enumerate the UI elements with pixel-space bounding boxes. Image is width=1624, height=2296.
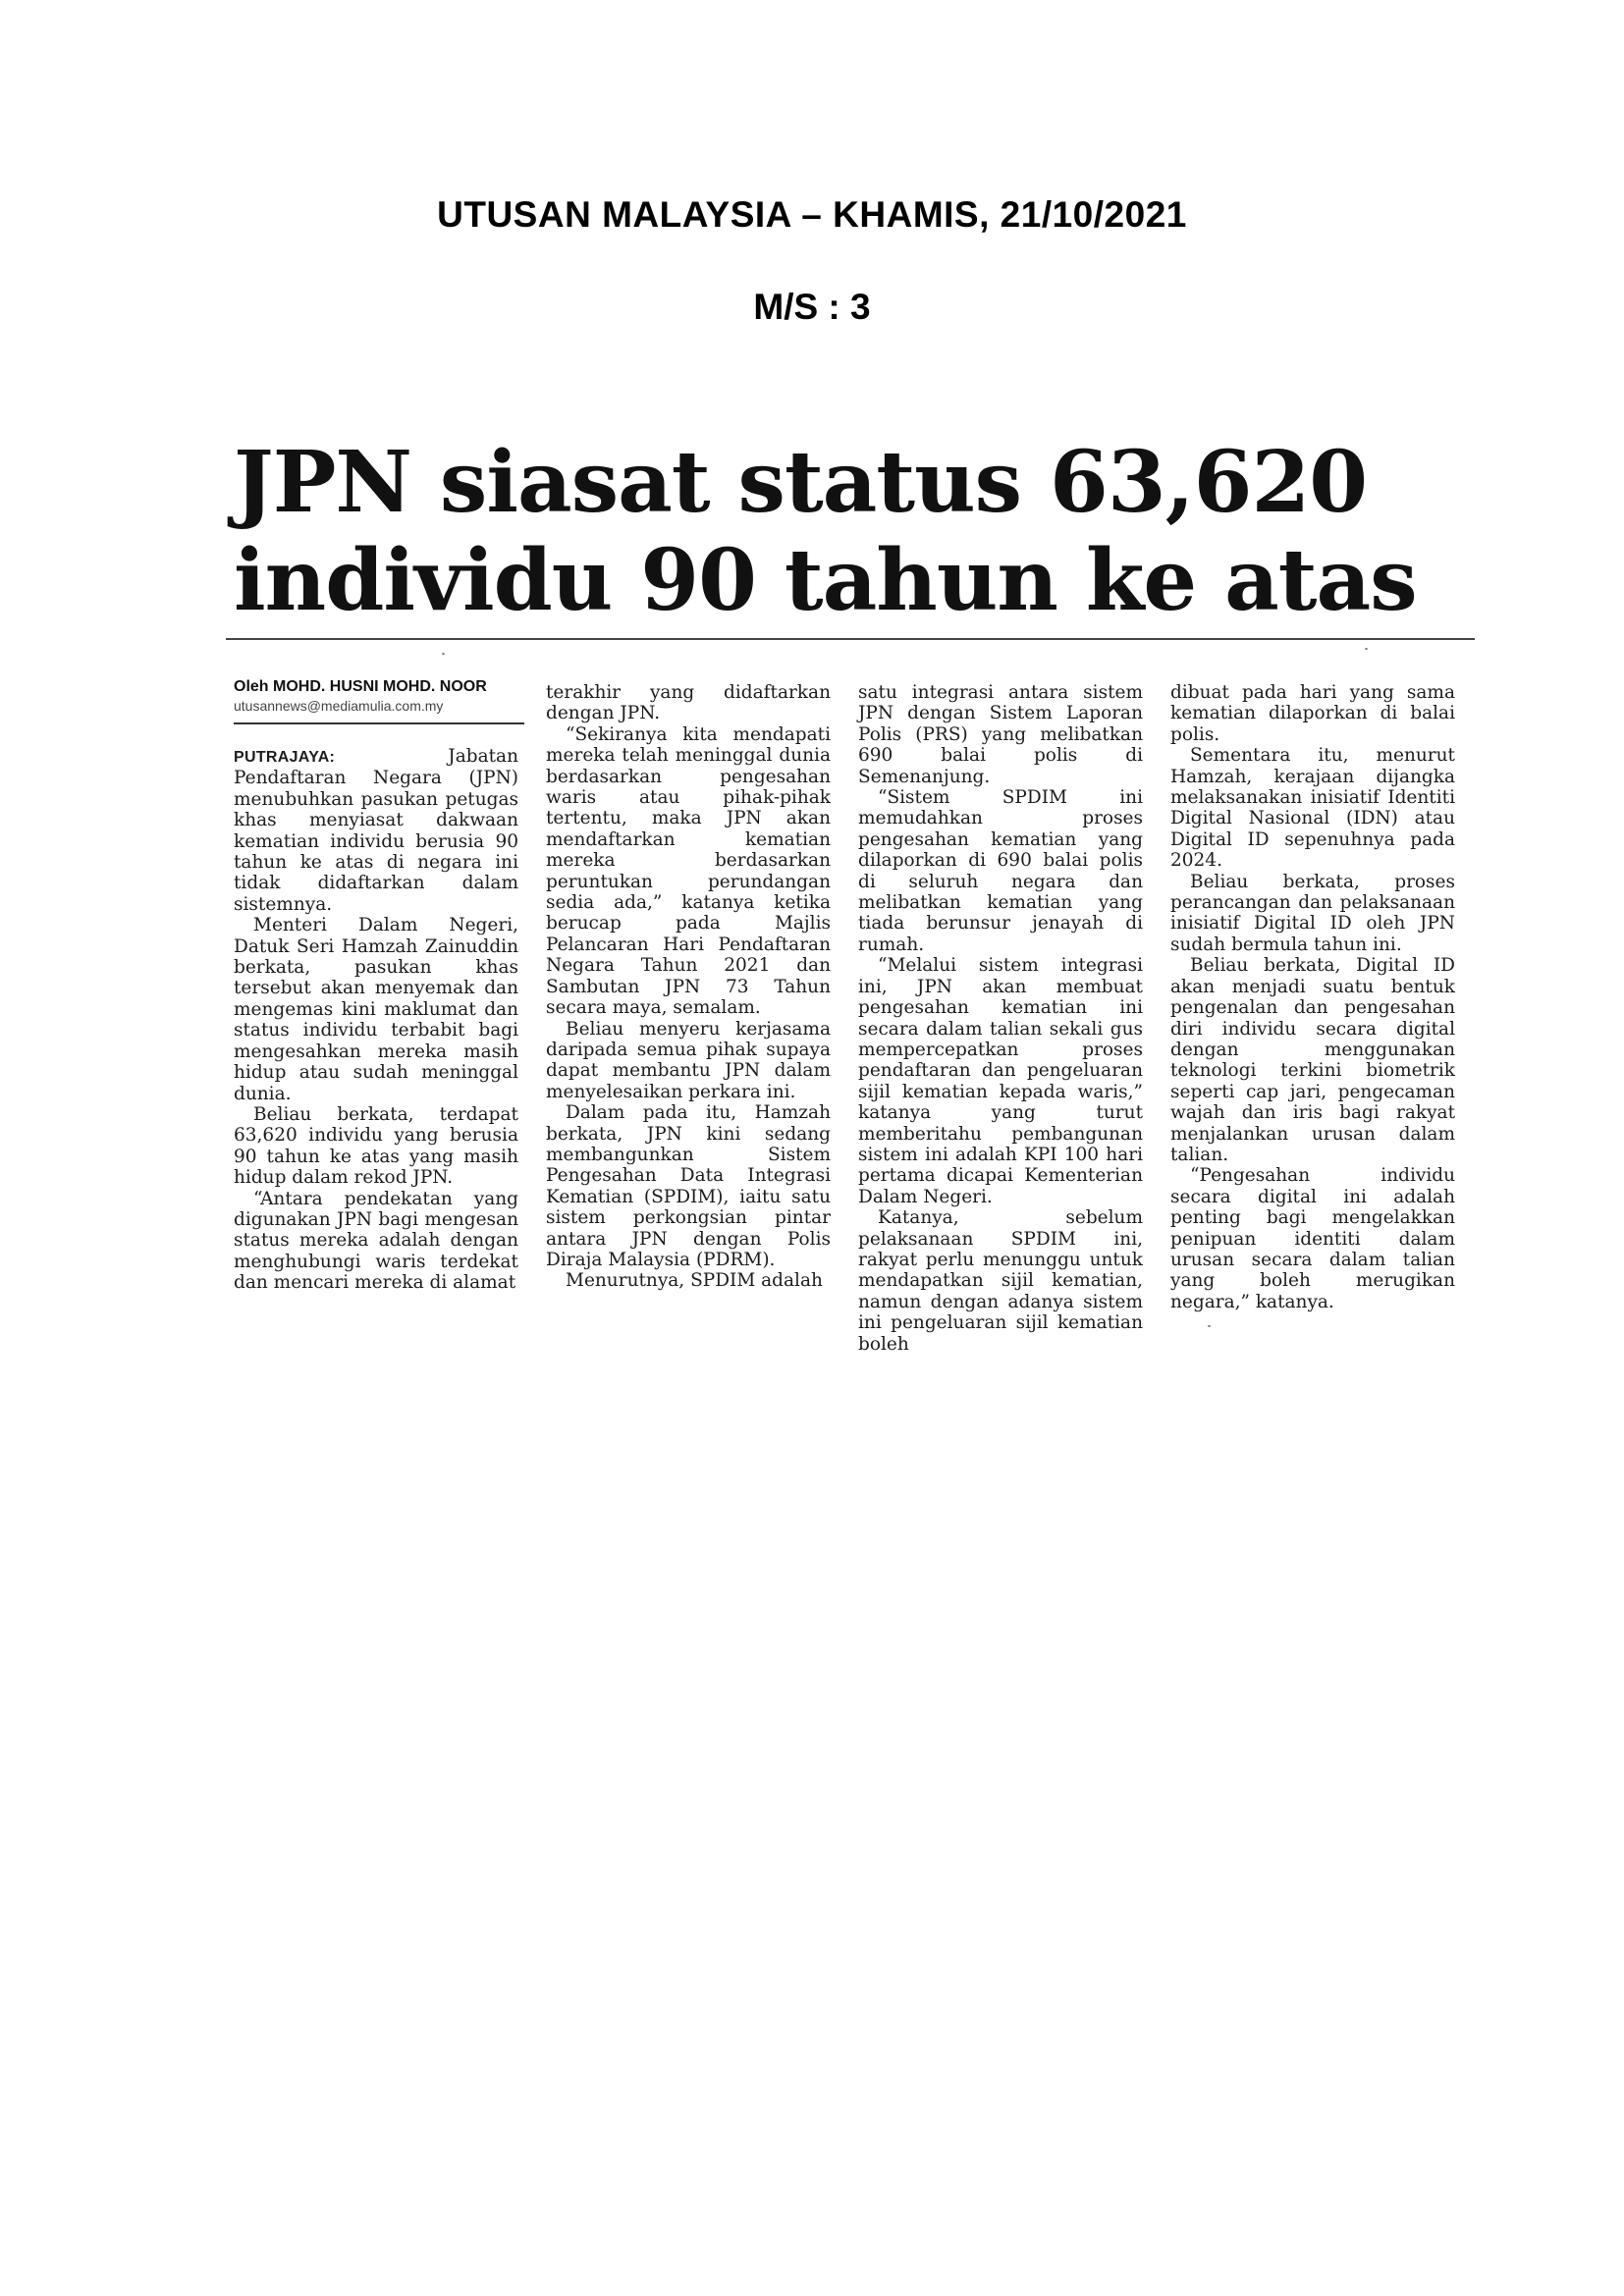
paragraph: Beliau berkata, Digital ID akan menjadi suatu bentuk pengenalan dan pengesahan diri individu secara digital dengan menggunakan teknologi terkini biometrik seperti cap jari, pengecaman wajah dan iris bagi rakyat menjalankan urusan dalam talian.	[1170, 955, 1455, 1165]
paragraph	[234, 746, 518, 915]
paragraph: Katanya, sebelum pelaksanaan SPDIM ini, rakyat perlu menunggu untuk mendapatkan sijil kematian, namun dengan adanya sistem ini pengeluaran sijil kematian boleh	[858, 1207, 1143, 1355]
paragraph: “Sistem SPDIM ini memudahkan proses pengesahan kematian yang dilaporkan di 690 balai polis di seluruh negara dan melibatkan kematian yang tiada berunsur jenayah di rumah.	[858, 787, 1143, 955]
paragraph: “Antara pendekatan yang digunakan JPN bagi mengesan status mereka adalah dengan menghubungi waris terdekat dan mencari mereka di alamat	[234, 1188, 518, 1294]
paragraph: Beliau berkata, proses perancangan dan pelaksanaan inisiatif Digital ID oleh JPN sudah bermula tahun ini.	[1170, 871, 1455, 955]
article-column-2	[546, 682, 831, 1292]
paragraph: Menurutnya, SPDIM adalah	[566, 1270, 823, 1292]
dateline: PUTRAJAYA:	[234, 749, 336, 766]
paragraph: Menteri Dalam Negeri, Datuk Seri Hamzah Zainuddin berkata, pasukan khas tersebut akan menyemak dan mengemas kini maklumat dan status individu terbabit bagi mengesahkan mereka masih hidup atau sudah meninggal dunia.	[234, 915, 518, 1104]
byline-email: utusannews@mediamulia.com.my	[234, 698, 444, 714]
article-column-4	[1170, 682, 1455, 1312]
paragraph: dibuat pada hari yang sama kematian dilaporkan di balai polis.	[1170, 682, 1455, 745]
byline-divider	[234, 722, 524, 724]
paragraph: “Melalui sistem integrasi ini, JPN akan membuat pengesahan kematian ini secara dalam talian sekali gus mempercepatkan proses pendaftaran dan pengeluaran sijil kematian kepada waris,” katanya yang turut memberitahu pembangunan sistem ini adalah KPI 100 hari pertama dicapai Kementerian Dalam Negeri.	[858, 955, 1143, 1207]
headline-line-2: individu 90 tahun ke atas	[234, 531, 1417, 630]
scan-speck	[1208, 1325, 1211, 1327]
publication-header: UTUSAN MALAYSIA – KHAMIS, 21/10/2021	[437, 194, 1187, 235]
byline	[234, 677, 524, 724]
article-headline	[234, 434, 1417, 630]
paragraph: satu integrasi antara sistem JPN dengan Sistem Laporan Polis (PRS) yang melibatkan 690 balai polis di Semenanjung.	[858, 682, 1143, 787]
paragraph: Dalam pada itu, Hamzah berkata, JPN kini sedang membangunkan Sistem Pengesahan Data Integrasi Kematian (SPDIM), iaitu satu sistem perkongsian pintar antara JPN dengan Polis Diraja Malaysia (PDRM).	[546, 1102, 831, 1270]
paragraph: Beliau menyeru kerjasama daripada semua pihak supaya dapat membantu JPN dalam menyelesaikan perkara ini.	[546, 1018, 831, 1102]
headline-divider	[226, 638, 1475, 640]
paragraph: “Sekiranya kita mendapati mereka telah meninggal dunia berdasarkan pengesahan waris atau pihak-pihak tertentu, maka JPN akan mendaftarkan kematian mereka berdasarkan peruntukan perundangan sedia ada,” katanya ketika berucap pada Majlis Pelancaran Hari Pendaftaran Negara Tahun 2021 dan Sambutan JPN 73 Tahun secara maya, semalam.	[546, 723, 831, 1019]
page-reference: M/S : 3	[753, 287, 871, 327]
headline-line-1: JPN siasat status 63,620	[234, 433, 1368, 532]
newspaper-clipping	[216, 402, 1483, 1355]
paragraph: Sementara itu, menurut Hamzah, kerajaan dijangka melaksanakan inisiatif Identiti Digital Nasional (IDN) atau Digital ID sepenuhnya pada 2024.	[1170, 745, 1455, 872]
paragraph: Beliau berkata, terdapat 63,620 individu yang berusia 90 tahun ke atas yang masih hidup dalam rekod JPN.	[234, 1103, 518, 1189]
scan-speck	[442, 653, 445, 655]
paragraph: terakhir yang didaftarkan dengan JPN.	[546, 682, 831, 724]
article-column-3	[858, 682, 1143, 1355]
scan-speck	[1365, 648, 1368, 650]
article-column-1	[234, 746, 518, 1294]
byline-author: Oleh MOHD. HUSNI MOHD. NOOR	[234, 678, 487, 695]
paragraph: “Pengesahan individu secara digital ini adalah penting bagi mengelakkan penipuan identiti dalam urusan secara dalam talian yang boleh merugikan negara,” katanya.	[1170, 1165, 1455, 1312]
paragraph-text: Jabatan Pendaftaran Negara (JPN) menubuhkan pasukan petugas khas menyiasat dakwaan kematian individu berusia 90 tahun ke atas di negara ini tidak didaftarkan dalam sistemnya.	[234, 746, 518, 915]
